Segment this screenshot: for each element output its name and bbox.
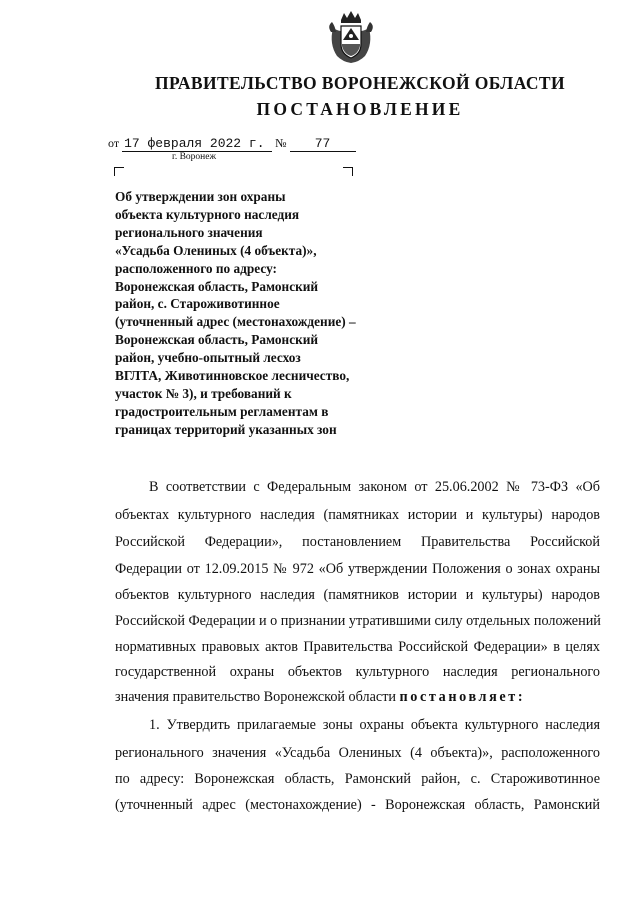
left-corner-mark <box>114 167 124 176</box>
paragraph-last-line <box>115 689 600 706</box>
paragraph-line: (уточненный адрес (местонахождение) - Воронежская область, Рамонский <box>115 797 600 813</box>
paragraph-line: нормативных правовых актов Правительства Российской Федерации» в целях <box>115 639 600 655</box>
paragraph-line: объектах культурного наследия (памятниках истории и культуры) народов <box>115 507 600 523</box>
document-subject <box>115 188 405 439</box>
paragraph-line: В соответствии с Федеральным законом от 25.06.2002 № 73-ФЗ «Об <box>149 479 600 495</box>
subject-line: Воронежская область, Рамонский <box>115 332 319 348</box>
subject-line: Воронежская область, Рамонский <box>115 278 319 294</box>
subject-line: «Усадьба Олениных (4 объекта)», <box>115 242 317 258</box>
subject-line: (уточненный адрес (местонахождение) – <box>115 314 356 330</box>
document-type-title: ПОСТАНОВЛЕНИЕ <box>256 99 464 119</box>
document-city: г. Воронеж <box>172 152 217 162</box>
subject-line: Об утверждении зон охраны <box>115 189 286 204</box>
subject-line: участок № 3), и требований к <box>115 385 292 401</box>
subject-line: границах территорий указанных зон <box>115 421 337 437</box>
paragraph-text: значения правительство Воронежской области <box>115 689 396 705</box>
paragraph-line: Российской Федерации и о признании утратившими силу отдельных положений <box>115 613 601 629</box>
subject-line: район, учебно-опытный лесхоз <box>115 350 301 366</box>
paragraph-line: регионального значения «Усадьба Олениных (4 объекта)», расположенного <box>115 745 600 761</box>
right-corner-mark <box>343 167 353 176</box>
subject-line: регионального значения <box>115 224 263 240</box>
paragraph-line: государственной охраны объектов культурного наследия регионального <box>115 664 600 680</box>
decree-word: постановляет: <box>399 689 526 705</box>
number-prefix: № <box>275 136 287 150</box>
paragraph-line: Российской Федерации», постановлением Правительства Российской <box>115 534 600 550</box>
subject-line: объекта культурного наследия <box>115 206 300 222</box>
paragraph-line: по адресу: Воронежская область, Рамонский район, с. Староживотинное <box>115 771 600 787</box>
paragraph-line: 1. Утвердить прилагаемые зоны охраны объекта культурного наследия <box>149 717 600 733</box>
document-number: 77 <box>290 136 356 152</box>
paragraph-line: объектов культурного наследия (памятников истории и культуры) народов <box>115 587 600 603</box>
subject-line: градостроительным регламентам в <box>115 403 329 419</box>
subject-line: ВГЛТА, Животинновское лесничество, <box>115 368 350 384</box>
document-date: 17 февраля 2022 г. <box>122 136 272 152</box>
date-prefix: от <box>108 136 120 150</box>
subject-line: район, с. Староживотинное <box>115 296 280 312</box>
coat-of-arms-emblem <box>327 10 375 64</box>
paragraph-line: Федерации от 12.09.2015 № 972 «Об утверждении Положения о зонах охраны <box>115 561 600 577</box>
government-name: ПРАВИТЕЛЬСТВО ВОРОНЕЖСКОЙ ОБЛАСТИ <box>154 73 566 93</box>
date-number-line <box>108 136 356 152</box>
subject-line: расположенного по адресу: <box>115 260 277 276</box>
